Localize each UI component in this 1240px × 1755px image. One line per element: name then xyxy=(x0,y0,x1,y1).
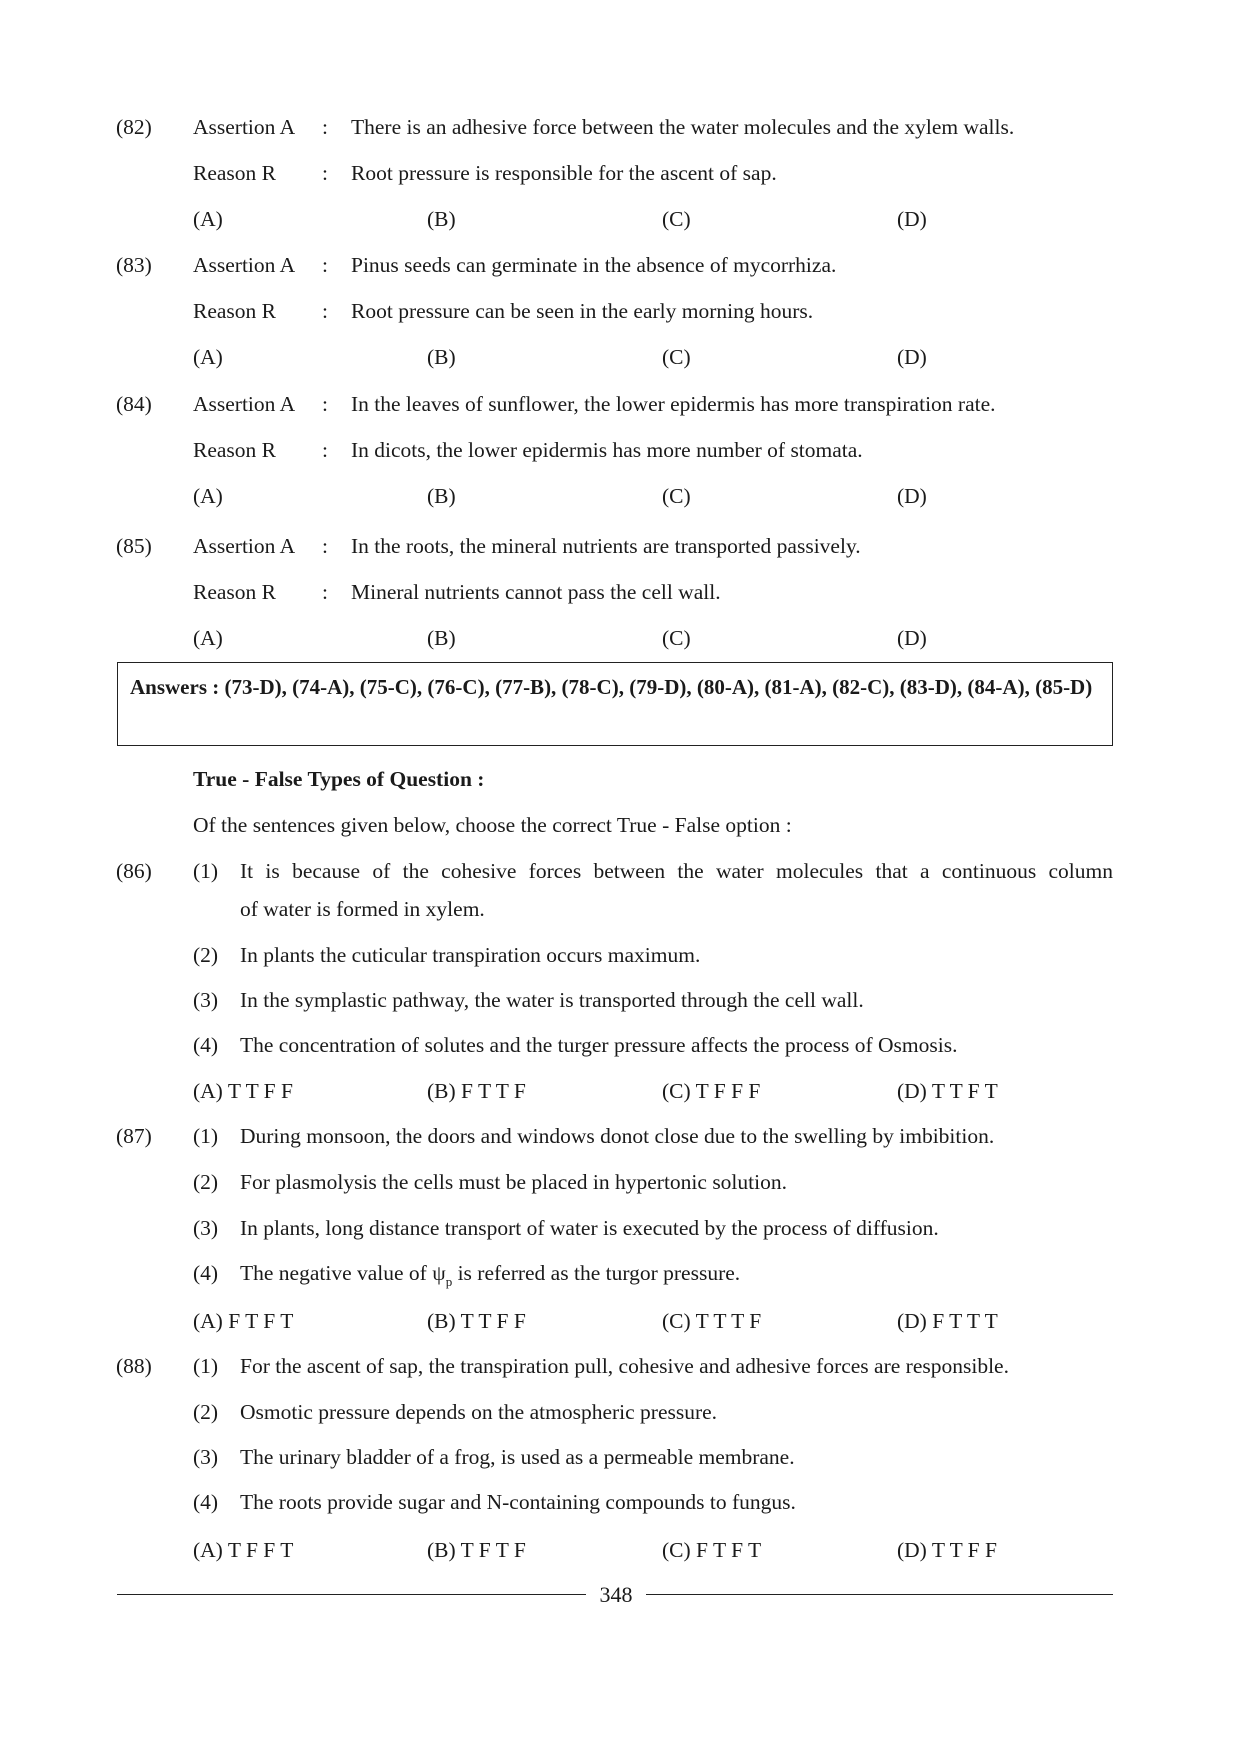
option-a[interactable]: (A) xyxy=(193,345,223,369)
statement-number: (2) xyxy=(193,1170,219,1194)
statement-number: (3) xyxy=(193,988,219,1012)
statement-text-before: The negative value of xyxy=(240,1261,427,1285)
option-a[interactable]: (A) T F F T xyxy=(193,1538,294,1562)
option-b[interactable]: (B) xyxy=(427,626,456,650)
statement-number: (4) xyxy=(193,1261,219,1285)
psi-symbol: ψ xyxy=(432,1261,446,1285)
colon: : xyxy=(322,253,328,277)
assertion-label: Assertion A xyxy=(193,253,296,277)
section-instruction: Of the sentences given below, choose the correct True - False option : xyxy=(193,813,792,837)
option-c[interactable]: (C) F T F T xyxy=(662,1538,762,1562)
reason-label: Reason R xyxy=(193,580,277,604)
colon: : xyxy=(322,299,328,323)
option-b[interactable]: (B) xyxy=(427,484,456,508)
statement-number: (2) xyxy=(193,1400,219,1424)
option-b[interactable]: (B) F T T F xyxy=(427,1079,526,1103)
answers-box xyxy=(117,662,1113,746)
option-d[interactable]: (D) xyxy=(897,626,927,650)
statement-number: (3) xyxy=(193,1216,219,1240)
footer-rule-left xyxy=(117,1594,586,1595)
option-a[interactable]: (A) F T F T xyxy=(193,1309,294,1333)
option-a[interactable]: (A) xyxy=(193,207,223,231)
option-d[interactable]: (D) T T F T xyxy=(897,1079,998,1103)
colon: : xyxy=(322,392,328,416)
assertion-text: In the leaves of sunflower, the lower epidermis has more transpiration rate. xyxy=(351,392,996,416)
colon: : xyxy=(322,115,328,139)
option-a[interactable]: (A) xyxy=(193,626,223,650)
question-number: (88) xyxy=(116,1354,152,1378)
page-number: 348 xyxy=(599,1582,633,1607)
option-d[interactable]: (D) F T T T xyxy=(897,1309,998,1333)
question-number: (86) xyxy=(116,859,152,883)
statement-text: The urinary bladder of a frog, is used as a permeable membrane. xyxy=(240,1445,795,1469)
statement-number: (4) xyxy=(193,1033,219,1057)
statement-text: For the ascent of sap, the transpiration pull, cohesive and adhesive forces are responsible. xyxy=(240,1354,1009,1378)
statement-text: The roots provide sugar and N-containing compounds to fungus. xyxy=(240,1490,796,1514)
answers-text: Answers : (73-D), (74-A), (75-C), (76-C), (77-B), (78-C), (79-D), (80-A), (81-A), (82-C), (83-D), (84-A), (85-D) xyxy=(130,675,1093,699)
colon: : xyxy=(322,580,328,604)
question-number: (84) xyxy=(116,392,152,416)
option-a[interactable]: (A) xyxy=(193,484,223,508)
colon: : xyxy=(322,438,328,462)
option-b[interactable]: (B) T T F F xyxy=(427,1309,526,1333)
statement-text xyxy=(240,1258,740,1297)
option-a[interactable]: (A) T T F F xyxy=(193,1079,293,1103)
reason-label: Reason R xyxy=(193,161,277,185)
assertion-text: In the roots, the mineral nutrients are transported passively. xyxy=(351,534,861,558)
colon: : xyxy=(322,534,328,558)
assertion-text: There is an adhesive force between the water molecules and the xylem walls. xyxy=(351,115,1015,139)
assertion-label: Assertion A xyxy=(193,534,296,558)
option-c[interactable]: (C) xyxy=(662,345,691,369)
assertion-text: Pinus seeds can germinate in the absence of mycorrhiza. xyxy=(351,253,837,277)
option-c[interactable]: (C) xyxy=(662,207,691,231)
reason-label: Reason R xyxy=(193,438,277,462)
option-b[interactable]: (B) xyxy=(427,345,456,369)
statement-number: (4) xyxy=(193,1490,219,1514)
statement-text-after: is referred as the turgor pressure. xyxy=(457,1261,741,1285)
statement-text: In plants, long distance transport of water is executed by the process of diffusion. xyxy=(240,1216,939,1240)
psi-subscript: p xyxy=(445,1274,453,1289)
reason-text: In dicots, the lower epidermis has more number of stomata. xyxy=(351,438,863,462)
option-b[interactable]: (B) xyxy=(427,207,456,231)
assertion-label: Assertion A xyxy=(193,392,296,416)
statement-text: Osmotic pressure depends on the atmospheric pressure. xyxy=(240,1400,718,1424)
statement-text: It is because of the cohesive forces between the water molecules that a continuous column xyxy=(240,859,1113,883)
reason-text: Mineral nutrients cannot pass the cell wall. xyxy=(351,580,721,604)
option-c[interactable]: (C) xyxy=(662,626,691,650)
option-c[interactable]: (C) T T T F xyxy=(662,1309,762,1333)
statement-text: During monsoon, the doors and windows donot close due to the swelling by imbibition. xyxy=(240,1124,995,1148)
question-number: (83) xyxy=(116,253,152,277)
section-heading: True - False Types of Question : xyxy=(193,767,485,791)
statement-text: The concentration of solutes and the turger pressure affects the process of Osmosis. xyxy=(240,1033,958,1057)
option-c[interactable]: (C) xyxy=(662,484,691,508)
statement-text: In the symplastic pathway, the water is transported through the cell wall. xyxy=(240,988,864,1012)
statement-number: (1) xyxy=(193,1354,219,1378)
statement-number: (2) xyxy=(193,943,219,967)
statement-text-continued: of water is formed in xylem. xyxy=(240,897,485,921)
option-d[interactable]: (D) T T F F xyxy=(897,1538,997,1562)
question-number: (85) xyxy=(116,534,152,558)
reason-text: Root pressure is responsible for the ascent of sap. xyxy=(351,161,777,185)
statement-text: For plasmolysis the cells must be placed in hypertonic solution. xyxy=(240,1170,787,1194)
assertion-label: Assertion A xyxy=(193,115,296,139)
statement-text: In plants the cuticular transpiration occurs maximum. xyxy=(240,943,701,967)
option-b[interactable]: (B) T F T F xyxy=(427,1538,526,1562)
option-d[interactable]: (D) xyxy=(897,345,927,369)
reason-text: Root pressure can be seen in the early morning hours. xyxy=(351,299,814,323)
reason-label: Reason R xyxy=(193,299,277,323)
colon: : xyxy=(322,161,328,185)
footer-rule-right xyxy=(646,1594,1113,1595)
question-number: (82) xyxy=(116,115,152,139)
option-c[interactable]: (C) T F F F xyxy=(662,1079,761,1103)
option-d[interactable]: (D) xyxy=(897,484,927,508)
option-d[interactable]: (D) xyxy=(897,207,927,231)
statement-number: (3) xyxy=(193,1445,219,1469)
statement-number: (1) xyxy=(193,859,219,883)
statement-number: (1) xyxy=(193,1124,219,1148)
question-number: (87) xyxy=(116,1124,152,1148)
